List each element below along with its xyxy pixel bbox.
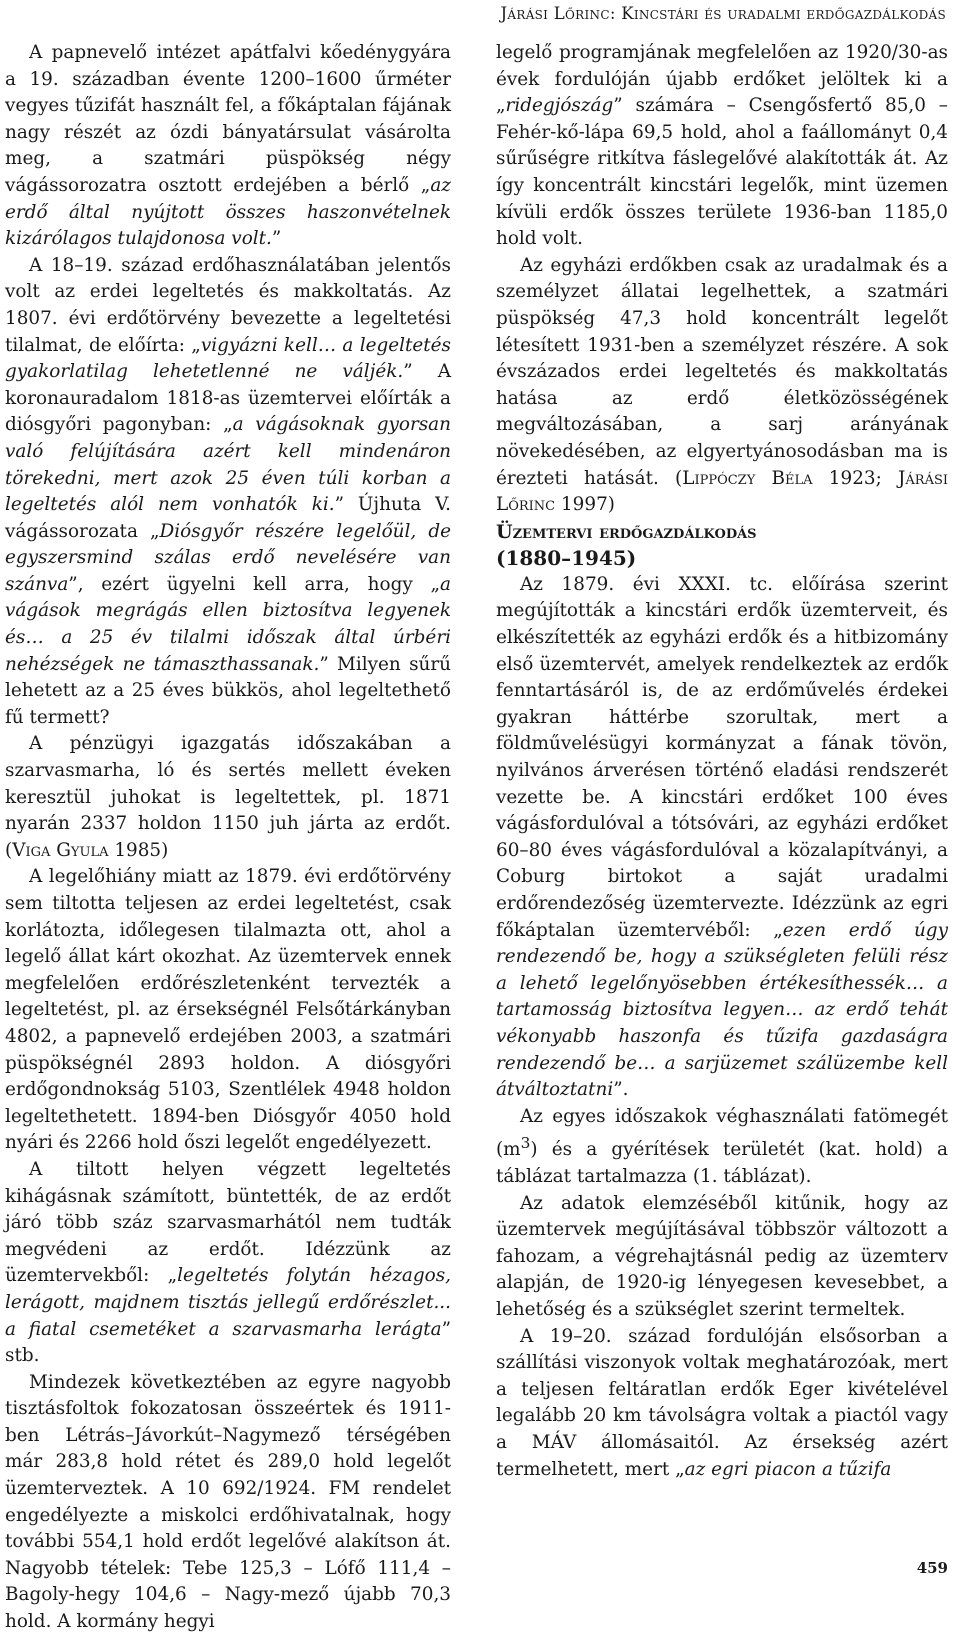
paragraph: legelő programjának megfelelően az 1920/30-as évek fordulóján újabb erdőket jelöltek ki a „ridegjószág” számára – Csengősfertő 85,0 – Fehér-kő-lápa 69,5 hold, ahol a faállományt 0,4 sűrűségre ritkítva fáslegelővé alakították át. Az így koncentrált kincstári legelők, mint üzemen kívüli erdők összes területe 1936-ban 1185,0 hold volt. bbox=[496, 42, 948, 250]
right-column bbox=[496, 40, 948, 1483]
paragraph: Az adatok elemzéséből kitűnik, hogy az üzemtervek megújításával többször változott a fahozam, a végrehajtásnál pedig az üzemterv alapján, de 1920-ig lényegesen kevesebbet, a lehetőség és a szükséglet szerint termeltek. bbox=[496, 1192, 948, 1321]
left-column bbox=[5, 40, 451, 1636]
header-separator: : bbox=[609, 4, 622, 23]
paragraph: A 18–19. század erdőhasználatában jelentős volt az erdei legeltetés és makkoltatás. Az 1807. évi erdőtörvény bevezette a legeltetési tilalmat, de előírta: „vigyázni kell… a legeltetés gyakorlatilag lehetetlenné ne váljék.” A koronauradalom 1818-as üzemtervei előírták a diósgyőri pagonyban: „a vágásoknak gyorsan való felújítására azért kell mindenáron törekedni, mert azok 25 éven túli korban a legeltetés alól nem vonhatók ki.” Újhuta V. vágássorozata „Diósgyőr részére legelőül, de egyszersmind szálas erdő nevelésére van szánva”, ezért ügyelni kell arra, hogy „a vágások megrágás ellen biztosítva legyenek és… a 25 év tilalmi időszak által úrbéri nehézségek ne támaszthassanak.” Milyen sűrű lehetett az a 25 éves bükkös, ahol legeltethető fű termett? bbox=[5, 254, 452, 728]
citation-author: Viga Gyula bbox=[12, 839, 109, 861]
paragraph: Mindezek következtében az egyre nagyobb tisztásfoltok fokozatosan összeértek és 1911-ben Létrás–Jávorkút–Nagymező térségében már 283,8 hold rétet és 289,0 hold legelőt üzemterveztek. A 10 692/1924. FM rendelet engedélyezte a miskolci erdőhivatalnak, hogy további 554,1 hold erdőt legelővé alakítson át. Nagyobb tételek: Tebe 125,3 – Lófő 111,4 – Bagoly-hegy 104,6 – Nagy-mező újabb 70,3 hold. A kormány hegyi bbox=[5, 1371, 451, 1633]
citation-author: Lippóczy Béla bbox=[682, 467, 813, 489]
paragraph: Az 1879. évi XXXI. tc. előírása szerint megújították a kincstári erdők üzemterveit, és elkészítették az egyházi erdők és a hitbizomány első üzemtervét, amelyek rendelkeztek az erdők fenntartásáról is, de az erdőművelés érdekei gyakran háttérbe szorultak, mert a földművelésügyi kormányzat a fának tövön, nyilvános árverésen történő eladási rendszerét vezette be. A kincstári erdőket 100 éves vágásfordulóval a tótsóvári, az egyházi erdőket 60–80 éves vágásfordulóval a közalapítványi, a Coburg birtokot a saját uradalmi erdőrendezőség üzemtervezte. Idézzünk az egri főkáptalan üzemtervéből: „ezen erdő úgy rendezendő be, hogy a szükségleten felüli rész a lehető legelőnyösebben értékesíthessék… a tartamosság biztosítva legyen… az erdő tehát vékonyabb haszonfa és tűzifa gazdaságra rendezendő be… a sarjüzemet szálüzembe kell átváltoztatni”. bbox=[496, 573, 948, 1101]
paragraph: A tiltott helyen végzett legeltetés kihágásnak számított, büntették, de az erdőt járó több száz szarvasmarhától nem tudták megvédeni az erdőt. Idézzünk az üzemtervekből: „legeltetés folytán hézagos, lerágott, majdnem tisztás jellegű erdőrészlet... a fiatal csemetéket a szarvasmarha lerágta” stb. bbox=[5, 1158, 451, 1367]
citation-author: Járási Lőrinc bbox=[496, 467, 948, 516]
paragraph: A pénzügyi igazgatás időszakában a szarvasmarha, ló és sertés mellett éveken keresztül juhokat is legeltettek, pl. 1871 nyarán 2337 holdon 1150 juh járta az erdőt. (Viga Gyula 1985) bbox=[5, 733, 451, 861]
paragraph: A legelőhiány miatt az 1879. évi erdőtörvény sem tiltotta teljesen az erdei legeltetést, csak korlátozta, időlegesen tilalmazta ott, ahol a legelő állat kárt okozhat. Az üzemtervek ennek megfelelően erdőrészletenként tervezték a legeltetést, pl. az érsekségnél Felsőtárkányban 4802, a papnevelő erdejében 2003, a szatmári püspökségnél 2893 holdon. A diósgyőri erdőgondnokság 5103, Szentlélek 4948 holdon legeltethetett. 1894-ben Diósgyőr 4050 hold nyári és 2266 hold őszi legelőt engedélyezett. bbox=[5, 866, 451, 1154]
paragraph: A 19–20. század fordulóján elsősorban a szállítási viszonyok voltak meghatározóak, mert a teljesen feltáratlan erdők Eger kivételével legalább 20 km távolságra voltak a piactól vagy a MÁV állomásaitól. Az érsekség azért termelhetett, mert „az egri piacon a tűzifa bbox=[496, 1325, 948, 1480]
paragraph: Az egyházi erdőkben csak az uradalmak és a személyzet állatai legelhettek, a szatmári püspökség 47,3 hold koncentrált legelőt létesített 1931-ben a személyzet részére. A sok évszázados erdei legeltetés és makkoltatás hatása az erdő életközösségének megváltozásában, a sarj arányának növekedésében, az elgyertyánosodásban ma is érezteti hatását. (Lippóczy Béla 1923; Járási Lőrinc 1997) bbox=[496, 254, 948, 516]
page-number: 459 bbox=[916, 1559, 948, 1577]
header-author: Járási Lőrinc bbox=[500, 4, 610, 23]
running-header bbox=[500, 4, 946, 23]
section-subheading: (1880–1945) bbox=[496, 546, 637, 571]
paragraph: A papnevelő intézet apátfalvi kőedénygyára a 19. században évente 1200–1600 űrméter vegyes tűzifát használt fel, a főkáptalan fájának nagy részét az ózdi bányatársulat vásárolta meg, a szatmári püspökség négy vágássorozatra osztott erdejében a bérlő „az erdő által nyújtott összes haszonvételnek kizárólagos tulajdonosa volt.” bbox=[5, 42, 451, 250]
paragraph: Az egyes időszakok véghasználati fatömegét $(m^3)$ és a gyérítések területét (kat. hold) a táblázat tartalmazza (1. táblázat). bbox=[496, 1105, 948, 1188]
section-heading: Üzemtervi erdőgazdálkodás bbox=[496, 520, 757, 543]
header-title: Kincstári és uradalmi erdőgazdálkodás bbox=[621, 4, 946, 23]
